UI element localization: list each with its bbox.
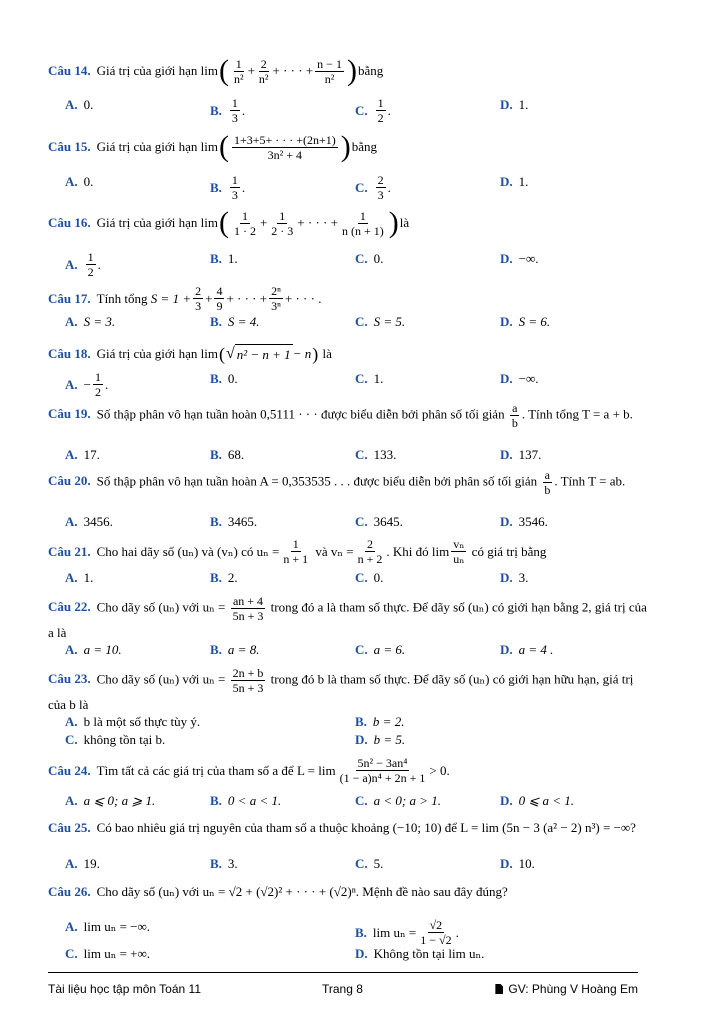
- question-23: Câu 23. Cho dãy số (uₙ) với uₙ = $\frac{2n + b}{5n + 3}$ trong đó b là tham số thực. Để dãy số (uₙ) có giới hạn hữu hạn, giá trị của b là: [48, 666, 634, 712]
- option-d[interactable]: D. 1.: [500, 97, 529, 112]
- question-label: Câu 23.: [48, 671, 91, 687]
- question-25: Câu 25. Có bao nhiêu giá trị nguyên của tham số a thuộc khoảng (−10; 10) để L = lim (5n − 3 (a² − 2) n³) = −∞?: [48, 820, 636, 835]
- option-d[interactable]: D. 0 ⩽ a < 1.: [500, 793, 575, 808]
- option-a[interactable]: A. b là một số thực tùy ý.: [65, 714, 201, 729]
- option-a[interactable]: A. 19.: [65, 856, 100, 871]
- page-number: Trang 8: [322, 982, 363, 996]
- option-a[interactable]: A. 3456.: [65, 514, 113, 529]
- option-a[interactable]: A. 1.: [65, 570, 94, 585]
- option-d[interactable]: D. Không tồn tại lim uₙ.: [355, 946, 485, 961]
- option-b[interactable]: B. 3465.: [210, 514, 258, 529]
- fraction: $\frac{1}{2 \cdot 3}$: [271, 208, 294, 238]
- question-label: Câu 17.: [48, 290, 91, 306]
- option-b[interactable]: B. 0 < a < 1.: [210, 793, 282, 808]
- option-c[interactable]: C. 0.: [355, 570, 384, 585]
- question-label: Câu 24.: [48, 762, 91, 778]
- option-b[interactable]: B. lim uₙ = $\frac{√2}{1 - √2}$ .: [355, 918, 459, 947]
- option-c[interactable]: C. 1.: [355, 371, 384, 386]
- option-a[interactable]: A. $\frac{1}{2}$ .: [65, 250, 101, 279]
- option-a[interactable]: A. lim uₙ = −∞.: [65, 919, 151, 934]
- question-17: Câu 17. Tính tổng S = 1 + $\frac{2}{3}$ + $\frac{4}{9}$ + · · · + $\frac{\text{2ⁿ}}{\text{3ⁿ}}$ + · · · .: [48, 284, 322, 313]
- option-c[interactable]: C. 133.: [355, 447, 397, 462]
- answer-row: [65, 96, 655, 125]
- answer-row: [65, 731, 655, 749]
- option-b[interactable]: B. $\frac{1}{3}$ .: [210, 96, 246, 125]
- question-20: Câu 20. Số thập phân vô hạn tuần hoàn A = 0,353535 . . . được biểu diễn bởi phân số tối giản $\frac{a}{b}$ . Tính T = ab.: [48, 468, 626, 497]
- question-14: Câu 14. Giá trị của giới hạn lim ( $\frac{1}{\text{n²}}$ + $\frac{2}{\text{n²}}$ + · · · + $\frac{n - 1}{\text{n²}}$ ) bằng: [48, 54, 384, 87]
- question-label: Câu 15.: [48, 139, 91, 154]
- option-c[interactable]: C. 5.: [355, 856, 384, 871]
- question-18: Câu 18. Giá trị của giới hạn lim ( √ n² − n + 1 − n ) là: [48, 344, 332, 364]
- question-24: Câu 24. Tìm tất cả các giá trị của tham số a để L = lim $\frac{\text{5n² − 3an⁴}}{\text{(1 − a)n⁴ + 2n + 1}}$ > 0.: [48, 756, 450, 785]
- option-b[interactable]: B. 3.: [210, 856, 238, 871]
- option-a[interactable]: A. 0.: [65, 174, 94, 189]
- option-c[interactable]: C. 3645.: [355, 514, 403, 529]
- question-text: Giá trị của giới hạn lim: [96, 139, 218, 154]
- footer-left: Tài liệu học tập môn Toán 11: [48, 982, 201, 996]
- option-b[interactable]: B. b = 2.: [355, 714, 405, 729]
- option-b[interactable]: B. a = 8.: [210, 642, 260, 657]
- option-d[interactable]: D. 3.: [500, 570, 529, 585]
- question-26: Câu 26. Cho dãy số (uₙ) với uₙ = √2 + (√2)² + · · · + (√2)ⁿ. Mệnh đề nào sau đây đúng?: [48, 884, 508, 899]
- option-b[interactable]: B. 68.: [210, 447, 245, 462]
- question-label: Câu 25.: [48, 820, 91, 835]
- answer-row: [65, 713, 655, 731]
- option-c[interactable]: C. a = 6.: [355, 642, 406, 657]
- fraction: $\frac{2}{\text{n²}}$: [258, 56, 269, 86]
- file-icon: [495, 984, 503, 994]
- footer-divider: [48, 972, 638, 973]
- option-b[interactable]: B. S = 4.: [210, 314, 260, 329]
- question-21: Câu 21. Cho hai dãy số (uₙ) và (vₙ) có uₙ = $\frac{1}{n + 1}$ và vₙ = $\frac{2}{n + 2}$ . Khi đó lim $\frac{\text{vₙ}}{\text{uₙ}}$ có giá trị bằng: [48, 537, 547, 566]
- option-b[interactable]: B. 1.: [210, 251, 238, 266]
- fraction: $\frac{1}{\text{n²}}$: [233, 56, 244, 86]
- question-label: Câu 14.: [48, 63, 91, 78]
- option-d[interactable]: D. 10.: [500, 856, 535, 871]
- option-c[interactable]: C. $\frac{2}{3}$ .: [355, 173, 391, 202]
- fraction: $\frac{n - 1}{\text{n²}}$: [317, 56, 342, 86]
- question-label: Câu 26.: [48, 884, 91, 899]
- option-a[interactable]: A. a = 10.: [65, 642, 122, 657]
- option-d[interactable]: D. 1.: [500, 174, 529, 189]
- answer-row: [65, 313, 655, 331]
- fraction: $\frac{1}{1 \cdot 2}$: [233, 208, 256, 238]
- answer-row: [65, 792, 655, 810]
- question-label: Câu 20.: [48, 473, 91, 489]
- question-label: Câu 22.: [48, 599, 91, 615]
- option-b[interactable]: B. 0.: [210, 371, 238, 386]
- option-d[interactable]: D. b = 5.: [355, 732, 406, 747]
- answer-row: [65, 918, 655, 947]
- option-c[interactable]: C. lim uₙ = +∞.: [65, 946, 151, 961]
- question-text: Giá trị của giới hạn lim: [96, 63, 218, 78]
- question-label: Câu 16.: [48, 215, 91, 230]
- question-text: Giá trị của giới hạn lim: [96, 215, 218, 230]
- question-22: Câu 22. Cho dãy số (uₙ) với uₙ = $\frac{an + 4}{5n + 3}$ trong đó a là tham số thực. Để dãy số (uₙ) có giới hạn bằng 2, giá trị của a là: [48, 594, 647, 640]
- option-d[interactable]: D. 137.: [500, 447, 542, 462]
- question-16: Câu 16. Giá trị của giới hạn lim ( $\frac{1}{1 \cdot 2}$ + $\frac{1}{2 \cdot 3}$ + · · · + $\frac{1}{n (n + 1)}$ ) là: [48, 206, 410, 239]
- question-15: Câu 15. Giá trị của giới hạn lim ( $\frac{1+3+5+ \cdot \cdot \cdot +(2n+1)}{\text{3n² + 4}}$ ) bằng: [48, 130, 378, 163]
- answer-row: [65, 855, 655, 873]
- option-a[interactable]: A. 17.: [65, 447, 100, 462]
- option-d[interactable]: D. −∞.: [500, 371, 539, 386]
- option-a[interactable]: A. a ⩽ 0; a ⩾ 1.: [65, 793, 156, 808]
- answer-row: [65, 569, 655, 587]
- option-c[interactable]: C. S = 5.: [355, 314, 406, 329]
- option-c[interactable]: C. không tồn tại b.: [65, 732, 166, 747]
- fraction: $\frac{1}{n (n + 1)}$: [341, 208, 384, 238]
- question-label: Câu 18.: [48, 346, 91, 361]
- answer-row: [65, 945, 655, 963]
- question-label: Câu 19.: [48, 406, 91, 422]
- option-a[interactable]: A. − $\frac{1}{2}$ .: [65, 370, 109, 399]
- fraction: $\frac{1+3+5+ \cdot \cdot \cdot +(2n+1)}{\text{3n² + 4}}$: [233, 132, 336, 162]
- option-b[interactable]: B. $\frac{1}{3}$ .: [210, 173, 246, 202]
- option-a[interactable]: A. S = 3.: [65, 314, 116, 329]
- question-label: Câu 21.: [48, 543, 91, 559]
- option-d[interactable]: D. −∞.: [500, 251, 539, 266]
- option-d[interactable]: D. 3546.: [500, 514, 548, 529]
- option-d[interactable]: D. S = 6.: [500, 314, 551, 329]
- option-d[interactable]: D. a = 4 .: [500, 642, 554, 657]
- footer-right: GV: Phùng V Hoàng Em: [495, 982, 638, 996]
- option-c[interactable]: C. $\frac{1}{2}$ .: [355, 96, 391, 125]
- answer-row: [65, 370, 655, 399]
- question-19: Câu 19. Số thập phân vô hạn tuần hoàn 0,5111 · · · được biểu diễn bởi phân số tối giản $\frac{a}{b}$ . Tính tổng T = a + b.: [48, 401, 633, 430]
- option-c[interactable]: C. a < 0; a > 1.: [355, 793, 442, 808]
- option-b[interactable]: B. 2.: [210, 570, 238, 585]
- answer-row: [65, 446, 655, 464]
- answer-row: [65, 173, 655, 202]
- answer-row: [65, 250, 655, 279]
- answer-row: [65, 513, 655, 531]
- option-c[interactable]: C. 0.: [355, 251, 384, 266]
- option-a[interactable]: A. 0.: [65, 97, 94, 112]
- answer-row: [65, 641, 655, 659]
